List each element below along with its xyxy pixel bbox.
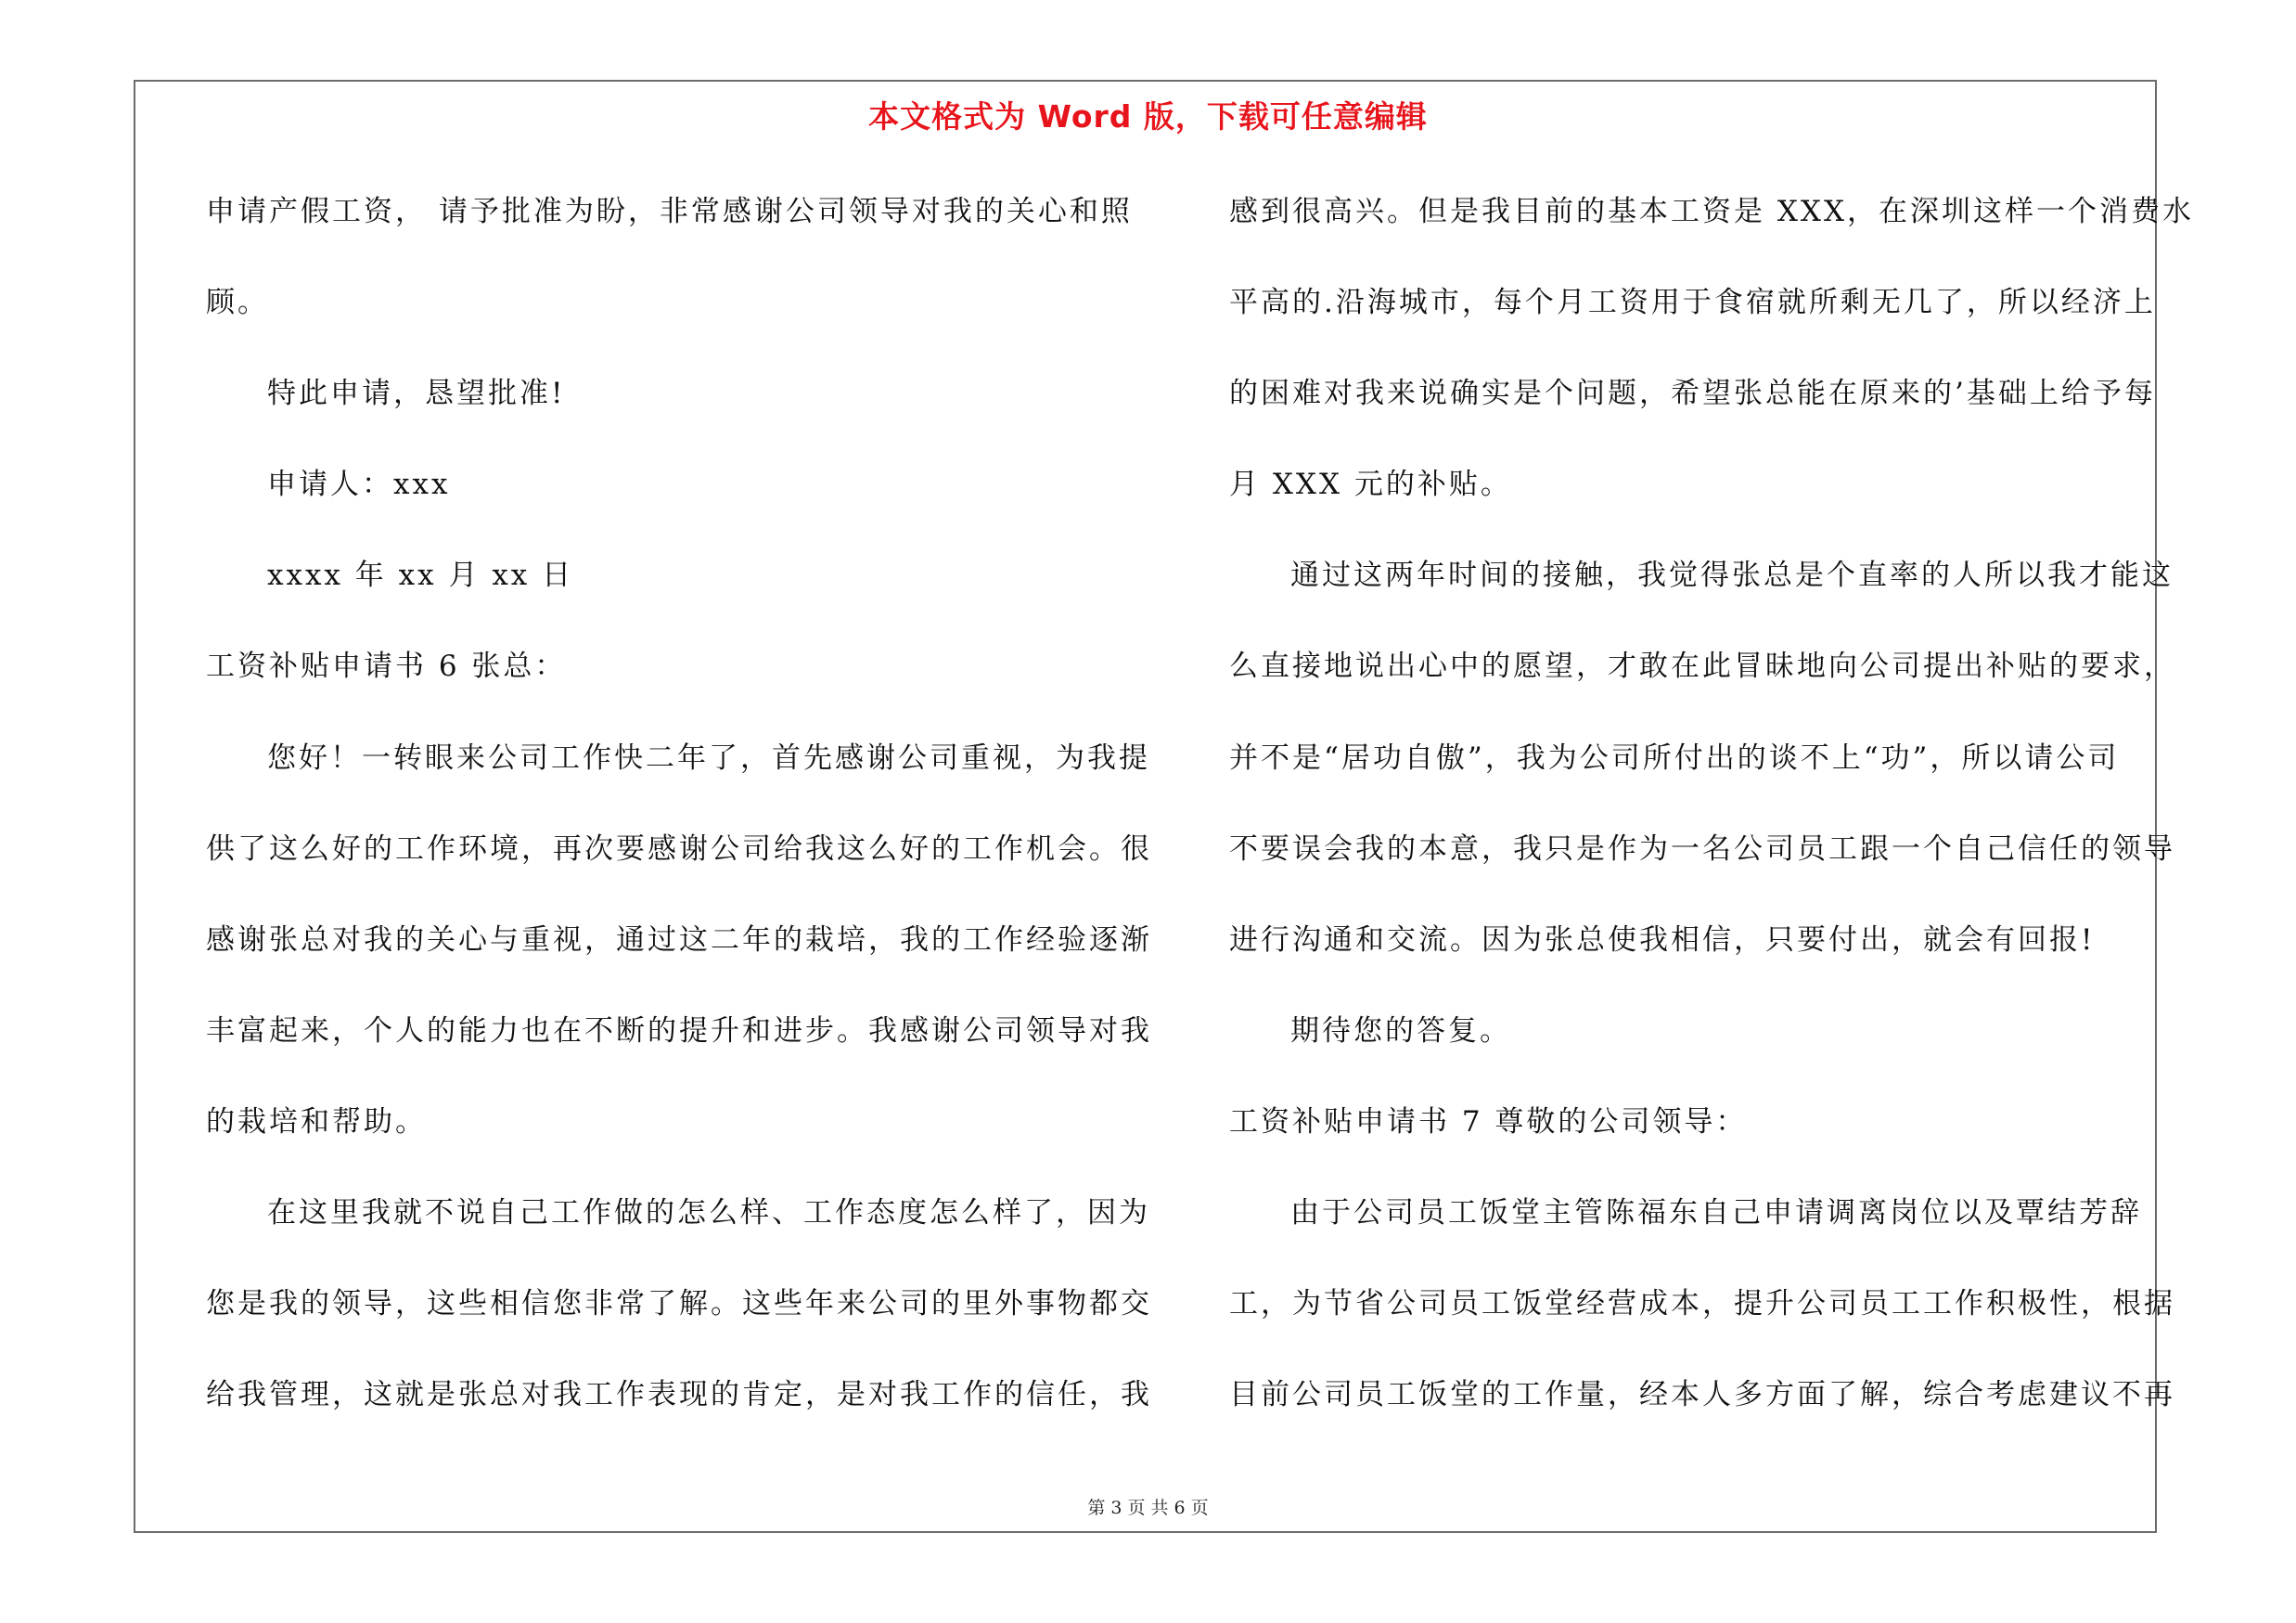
text-line: 期待您的答复。 (1290, 1013, 1511, 1048)
text-line: 的困难对我来说确实是个问题，希望张总能在原来的’基础上给予每 (1229, 377, 2156, 411)
signature-line: 申请人：xxx (267, 468, 451, 502)
text-line: 进行沟通和交流。因为张总使我相信，只要付出，就会有回报! (1229, 922, 2096, 957)
page-number: 第 3 页 共 6 页 (1087, 1498, 1209, 1518)
text-line: 特此申请，恳望批准! (267, 377, 566, 411)
text-line: 工，为节省公司员工饭堂经营成本，提升公司员工工作积极性，根据 (1229, 1287, 2175, 1321)
text-line: 在这里我就不说自己工作做的怎么样、工作态度怎么样了，因为 (267, 1196, 1150, 1230)
text-line: 申请产假工资， 请予批准为盼，非常感谢公司领导对我的关心和照 (206, 195, 1133, 228)
text-line: 您好！一转眼来公司工作快二年了，首先感谢公司重视，为我提 (267, 741, 1150, 775)
text-line: 感到很高兴。但是我目前的基本工资是 XXX，在深圳这样一个消费水 (1229, 195, 2195, 228)
text-line: 月 XXX 元的补贴。 (1229, 468, 1512, 502)
letter-heading: 工资补贴申请书 6 张总： (206, 650, 567, 684)
date-line: xxxx 年 xx 月 xx 日 (267, 559, 574, 593)
text-line: 顾。 (206, 286, 269, 320)
text-line: 目前公司员工饭堂的工作量，经本人多方面了解，综合考虑建议不再 (1229, 1378, 2175, 1412)
text-line: 并不是“居功自傲”，我为公司所付出的谈不上“功”，所以请公司 (1229, 741, 2120, 775)
text-line: 么直接地说出心中的愿望，才敢在此冒昧地向公司提出补贴的要求， (1229, 650, 2175, 684)
text-line: 丰富起来，个人的能力也在不断的提升和进步。我感谢公司领导对我 (206, 1013, 1152, 1048)
letter-heading: 工资补贴申请书 7 尊敬的公司领导： (1229, 1104, 1748, 1139)
text-line: 由于公司员工饭堂主管陈福东自己申请调离岗位以及覃结芳辞 (1290, 1196, 2142, 1230)
text-line: 给我管理，这就是张总对我工作表现的肯定，是对我工作的信任，我 (206, 1378, 1152, 1412)
text-line: 供了这么好的工作环境，再次要感谢公司给我这么好的工作机会。很 (206, 831, 1152, 866)
format-notice-banner: 本文格式为 Word 版，下载可任意编辑 (868, 98, 1428, 135)
text-line: 通过这两年时间的接触，我觉得张总是个直率的人所以我才能这 (1290, 559, 2174, 593)
left-text-column (206, 184, 1152, 1458)
text-line: 的栽培和帮助。 (206, 1104, 427, 1139)
text-line: 您是我的领导，这些相信您非常了解。这些年来公司的里外事物都交 (206, 1287, 1152, 1321)
right-text-column (1229, 184, 2195, 1458)
text-line: 不要误会我的本意，我只是作为一名公司员工跟一个自己信任的领导 (1229, 831, 2175, 866)
text-line: 平高的.沿海城市，每个月工资用于食宿就所剩无几了，所以经济上 (1229, 286, 2156, 320)
text-line: 感谢张总对我的关心与重视，通过这二年的栽培，我的工作经验逐渐 (206, 922, 1152, 957)
